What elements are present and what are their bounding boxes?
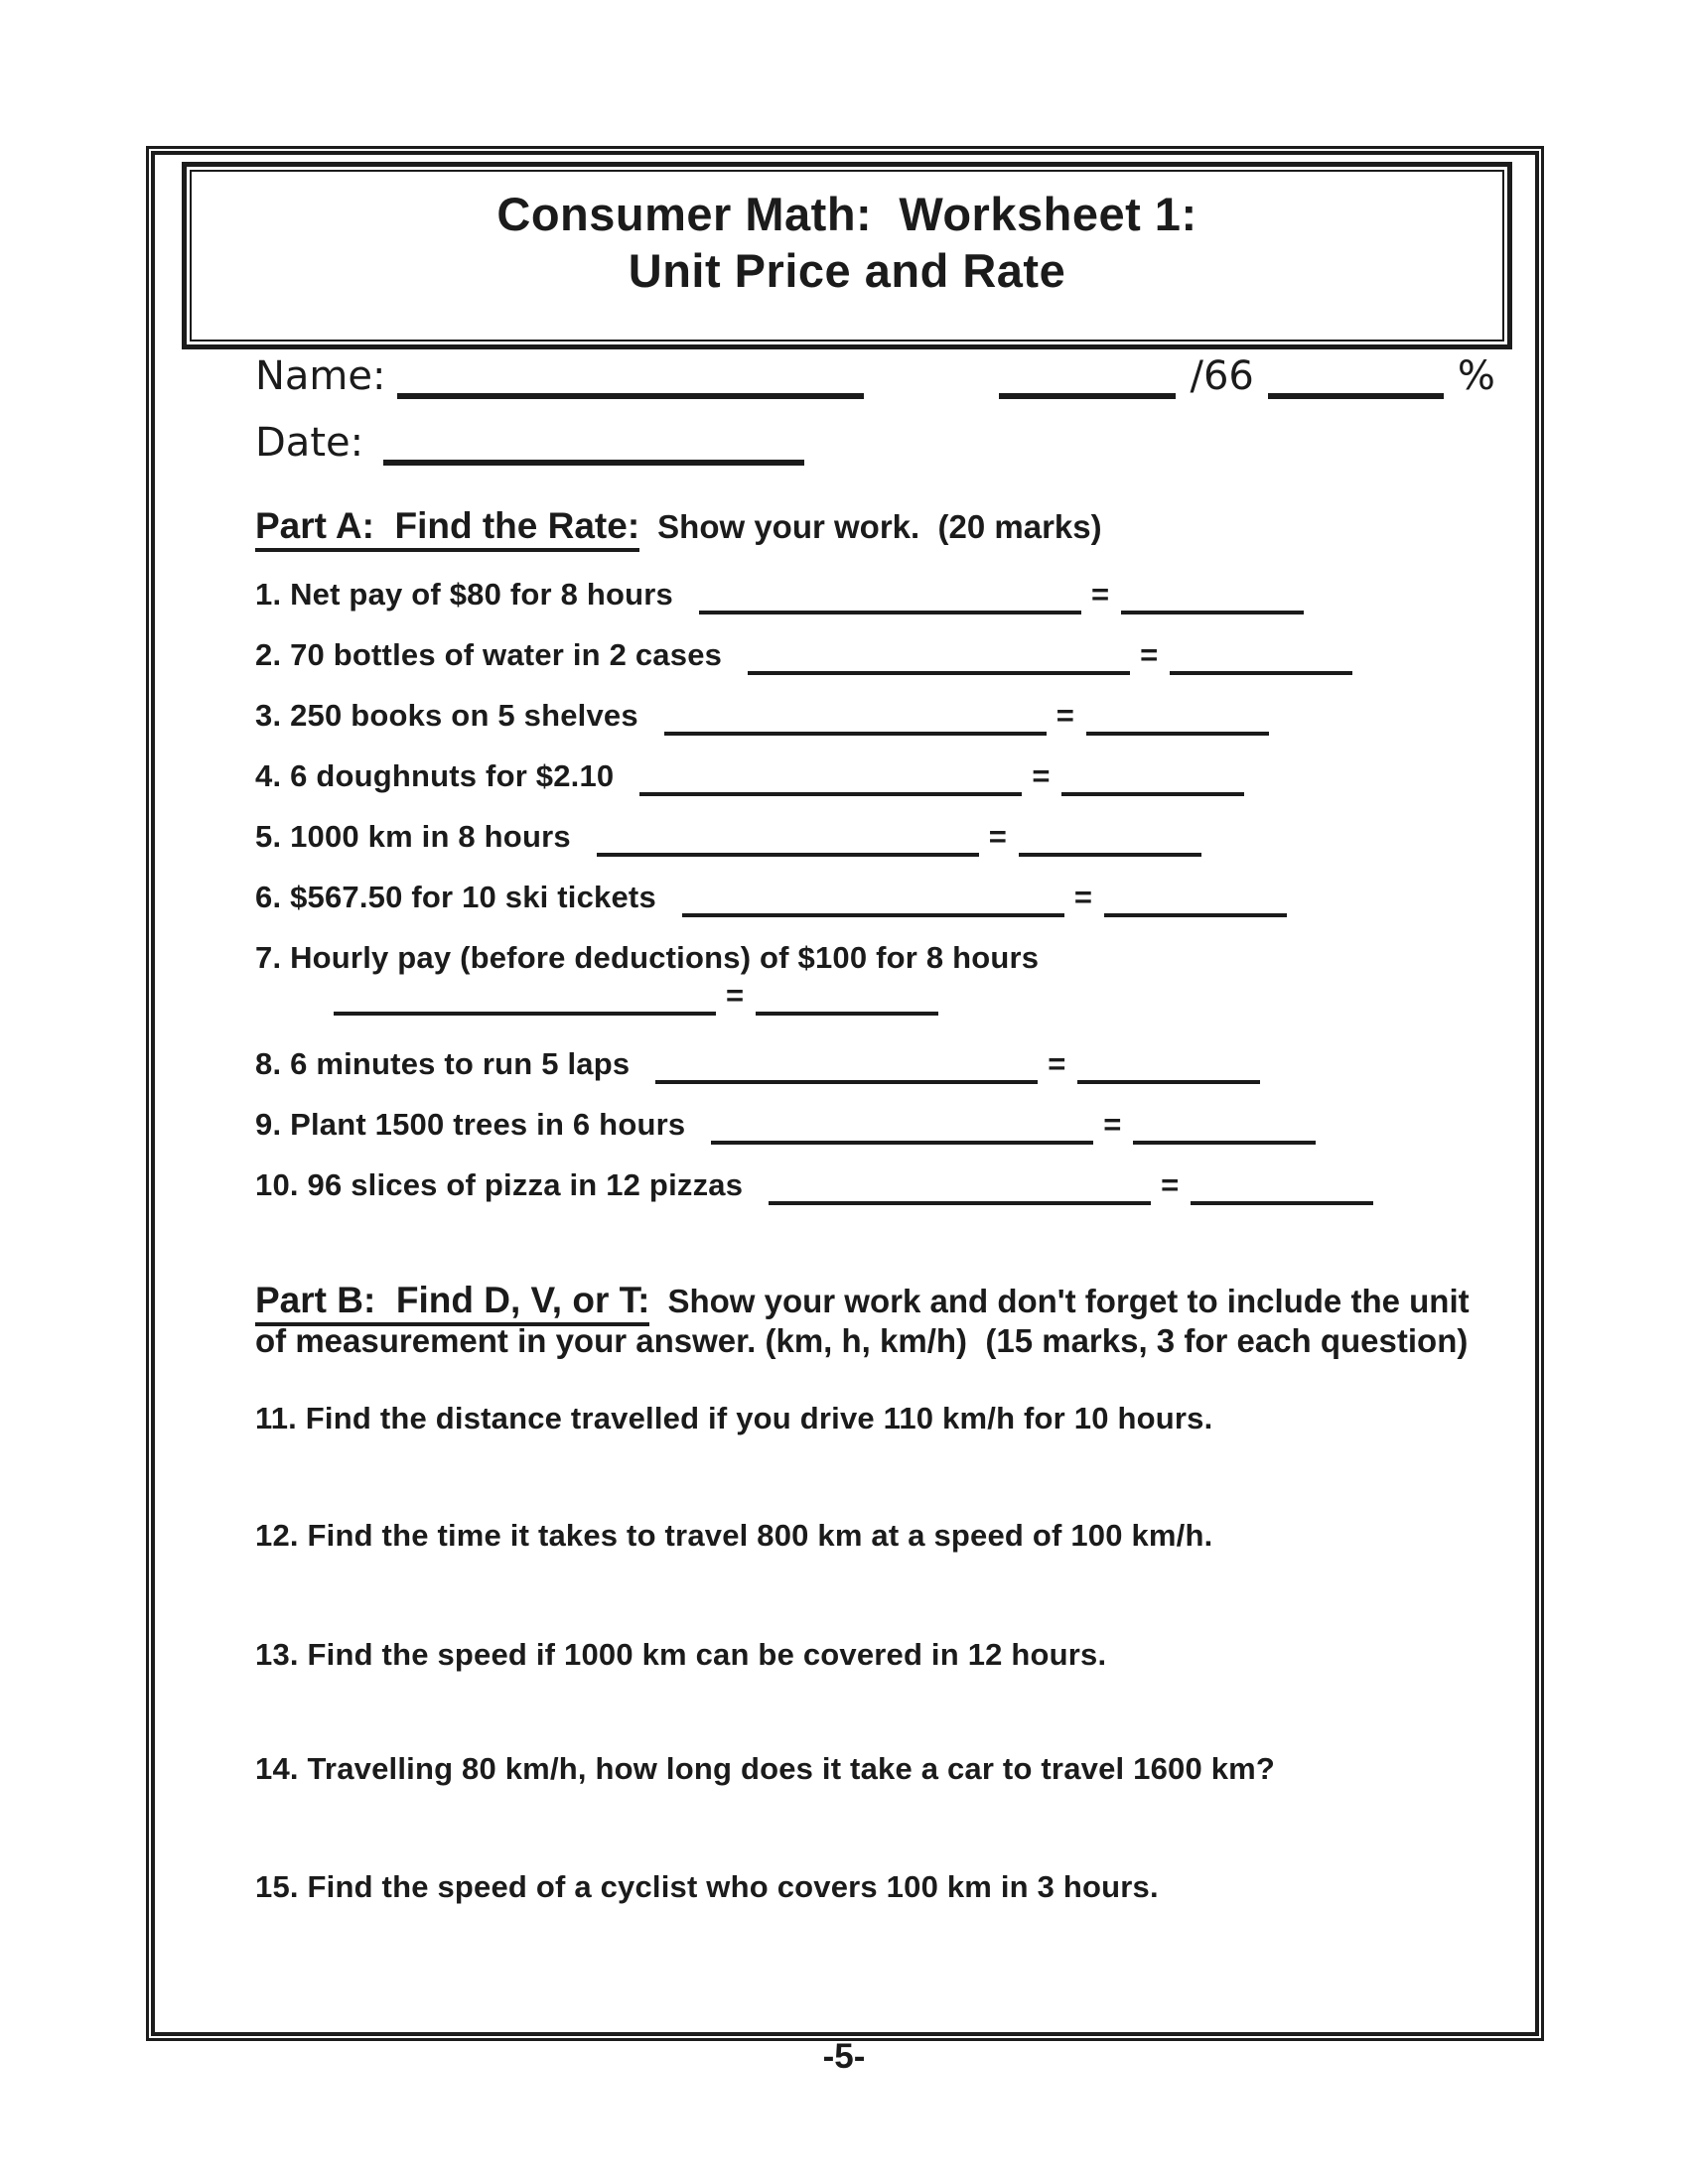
answer-blank[interactable] [597,827,979,857]
part-b-instructions-line1: Show your work and don't forget to include the unit [667,1283,1470,1319]
answer-blank[interactable] [334,986,716,1016]
question-row [255,634,1352,682]
question-text: 7. Hourly pay (before deductions) of $100 for 8 hours [255,940,1040,975]
question-row [255,1866,1159,1914]
page-number: -5- [822,2037,866,2076]
question-row [255,1634,1106,1682]
question-text: 5. 1000 km in 8 hours [255,819,571,854]
score-blank[interactable] [999,369,1176,399]
question-row [255,1748,1275,1796]
answer-blank[interactable] [664,706,1047,736]
question-row-continuation [255,975,938,1023]
question-row [255,1043,1260,1091]
worksheet-title-line2: Unit Price and Rate [628,244,1066,297]
title-box [182,162,1512,349]
name-score-row [255,353,1495,406]
date-row [255,420,804,473]
title-box-inner [190,170,1504,341]
question-text: 4. 6 doughnuts for $2.10 [255,758,615,793]
equals-sign: = [1032,758,1051,793]
answer-blank[interactable] [769,1175,1151,1205]
result-blank[interactable] [1104,887,1287,917]
question-text: 15. Find the speed of a cyclist who covers 100 km in 3 hours. [255,1869,1159,1904]
question-row [255,695,1269,743]
percent-blank[interactable] [1268,369,1444,399]
question-row [255,1104,1316,1152]
answer-blank[interactable] [699,585,1081,614]
question-row [255,1164,1373,1212]
question-text: 13. Find the speed if 1000 km can be covered in 12 hours. [255,1637,1107,1672]
question-text: 8. 6 minutes to run 5 laps [255,1046,631,1081]
date-blank[interactable] [383,436,804,466]
name-blank[interactable] [397,369,864,399]
equals-sign: = [1090,577,1110,612]
result-blank[interactable] [756,986,938,1016]
question-row [255,1398,1212,1445]
equals-sign: = [1073,880,1093,914]
question-row [255,877,1287,924]
question-row [255,574,1304,621]
equals-sign: = [1055,698,1074,733]
part-a-header [255,505,1102,555]
equals-sign: = [1048,1046,1066,1081]
equals-sign: = [1140,637,1159,672]
question-text: 11. Find the distance travelled if you drive 110 km/h for 10 hours. [255,1401,1213,1435]
question-text: 2. 70 bottles of water in 2 cases [255,637,723,672]
question-row [255,1515,1212,1563]
question-text: 6. $567.50 for 10 ski tickets [255,880,656,914]
answer-blank[interactable] [748,645,1130,675]
question-row [255,755,1244,803]
question-text: 1. Net pay of $80 for 8 hours [255,577,673,612]
question-text: 10. 96 slices of pizza in 12 pizzas [255,1167,744,1202]
name-label: Name: [255,353,386,399]
part-b-instructions-line2: of measurement in your answer. (km, h, km/h) (15 marks, 3 for each question) [255,1322,1469,1359]
part-a-heading: Part A: Find the Rate: [255,505,639,552]
result-blank[interactable] [1086,706,1269,736]
answer-blank[interactable] [682,887,1064,917]
equals-sign: = [1103,1107,1122,1142]
worksheet-title-line1: Consumer Math: Worksheet 1: [496,188,1197,240]
percent-sign: % [1457,353,1495,399]
part-a-instructions: Show your work. (20 marks) [657,508,1102,545]
equals-sign: = [726,978,745,1013]
question-text: 14. Travelling 80 km/h, how long does it take a car to travel 1600 km? [255,1751,1276,1786]
result-blank[interactable] [1191,1175,1373,1205]
date-label: Date: [255,420,364,466]
part-b-header-line2 [255,1320,1468,1369]
answer-blank[interactable] [639,766,1022,796]
part-b-heading: Part B: Find D, V, or T: [255,1280,649,1326]
question-text: 9. Plant 1500 trees in 6 hours [255,1107,686,1142]
footer [0,2037,1688,2077]
question-text: 3. 250 books on 5 shelves [255,698,638,733]
score-denominator: /66 [1190,353,1254,399]
answer-blank[interactable] [711,1115,1093,1145]
question-text: 12. Find the time it takes to travel 800 km at a speed of 100 km/h. [255,1518,1213,1553]
equals-sign: = [1161,1167,1180,1202]
result-blank[interactable] [1019,827,1201,857]
result-blank[interactable] [1170,645,1352,675]
result-blank[interactable] [1133,1115,1316,1145]
result-blank[interactable] [1061,766,1244,796]
result-blank[interactable] [1121,585,1304,614]
equals-sign: = [988,819,1007,854]
question-row [255,816,1201,864]
result-blank[interactable] [1077,1054,1260,1084]
answer-blank[interactable] [655,1054,1038,1084]
